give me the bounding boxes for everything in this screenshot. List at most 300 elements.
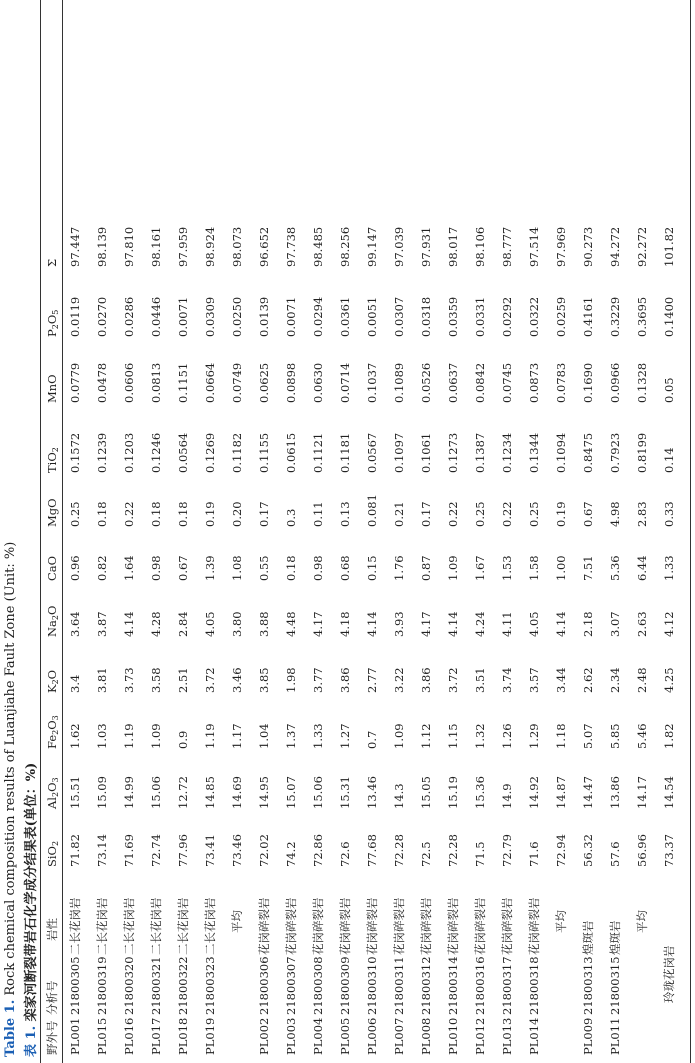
cell-sio2: 56.32: [581, 834, 595, 867]
cell-p2o5: 0.0309: [203, 296, 217, 337]
cell-cao: 0.55: [257, 555, 271, 581]
cell-sio2: 72.28: [446, 834, 460, 867]
cell-sum: 99.147: [365, 226, 379, 267]
cell-fe2o3: 1.17: [230, 723, 244, 749]
cell-sum: 97.738: [284, 226, 298, 267]
cell-sum: 98.139: [95, 226, 109, 267]
cell-al2o3: 14.9: [500, 783, 514, 809]
cell-tio2: 0.1246: [149, 432, 163, 473]
cell-lithology: 花岗碎裂岩: [500, 897, 514, 955]
cell-field-no: PL010: [446, 1017, 460, 1055]
cell-mgo: 0.25: [68, 501, 82, 527]
cell-analysis-no: 21800321: [149, 956, 163, 1015]
cell-sum: 98.485: [311, 226, 325, 267]
header-al2o3: [45, 777, 59, 809]
cell-field-no: PL007: [392, 1017, 406, 1055]
cell-mgo: 2.83: [635, 501, 649, 527]
cell-tio2: 0.1387: [473, 432, 487, 473]
cell-mno: 0.0625: [257, 362, 271, 403]
cell-na2o: 4.28: [149, 611, 163, 637]
cell-mno: 0.0606: [122, 362, 136, 403]
cell-sio2: 77.68: [365, 834, 379, 867]
cell-cao: 0.82: [95, 555, 109, 581]
caption-english-label: Table 1.: [3, 999, 18, 1057]
cell-tio2: 0.0564: [176, 432, 190, 473]
cell-mgo: 0.25: [527, 501, 541, 527]
header-k2o-part: 2: [51, 679, 60, 685]
cell-lithology: 二长花岗岩: [203, 897, 217, 955]
cell-field-no: PL004: [311, 1017, 325, 1055]
cell-p2o5: 0.0446: [149, 296, 163, 337]
cell-fe2o3: 5.07: [581, 723, 595, 749]
header-tio2: [45, 447, 59, 473]
cell-tio2: 0.1097: [392, 432, 406, 473]
average-label: 平均: [635, 910, 649, 933]
header-cao: [45, 556, 59, 581]
cell-al2o3: 15.36: [473, 776, 487, 809]
cell-cao: 0.67: [176, 555, 190, 581]
cell-mgo: 0.17: [257, 501, 271, 527]
cell-k2o: 3.46: [230, 667, 244, 693]
cell-mno: 0.0898: [284, 362, 298, 403]
cell-na2o: 4.24: [473, 611, 487, 637]
header-sum-part: Σ: [45, 258, 59, 267]
cell-lithology: 煌斑岩: [608, 920, 622, 955]
cell-field-no: PL003: [284, 1017, 298, 1055]
cell-al2o3: 15.05: [419, 776, 433, 809]
header-bottom-rule: [62, 0, 63, 1063]
cell-mno: 0.0779: [68, 362, 82, 403]
cell-al2o3: 13.46: [365, 776, 379, 809]
cell-sum: 98.924: [203, 226, 217, 267]
cell-mgo: 0.18: [149, 501, 163, 527]
cell-al2o3: 15.09: [95, 776, 109, 809]
table-top-rule: [40, 0, 41, 1063]
cell-tio2: 0.8475: [581, 432, 595, 473]
cell-al2o3: 15.31: [338, 776, 352, 809]
cell-al2o3: 14.69: [230, 776, 244, 809]
header-sio2: [45, 841, 59, 867]
cell-k2o: 3.57: [527, 667, 541, 693]
cell-al2o3: 14.54: [662, 776, 676, 809]
cell-analysis-no: 21800311: [392, 956, 406, 1015]
cell-p2o5: 0.0071: [176, 296, 190, 337]
cell-p2o5: 0.0259: [554, 296, 568, 337]
cell-al2o3: 15.51: [68, 776, 82, 809]
header-lithology: [45, 918, 59, 941]
cell-na2o: 3.93: [392, 611, 406, 637]
cell-mno: 0.0478: [95, 362, 109, 403]
cell-tio2: 0.1181: [338, 432, 352, 473]
cell-analysis-no: 21800322: [176, 956, 190, 1015]
cell-mgo: 0.13: [338, 501, 352, 527]
cell-mno: 0.0745: [500, 362, 514, 403]
header-mno-part: MnO: [45, 374, 59, 403]
cell-tio2: 0.1094: [554, 432, 568, 473]
cell-sio2: 72.79: [500, 834, 514, 867]
cell-fe2o3: 1.19: [203, 723, 217, 749]
cell-mgo: 4.98: [608, 501, 622, 527]
cell-lithology: 二长花岗岩: [149, 897, 163, 955]
header-p2o5-part: 5: [51, 309, 60, 315]
cell-fe2o3: 1.19: [122, 723, 136, 749]
cell-sum: 101.82: [662, 226, 676, 267]
cell-lithology: 二长花岗岩: [122, 897, 136, 955]
cell-cao: 0.68: [338, 555, 352, 581]
cell-al2o3: 14.87: [554, 776, 568, 809]
header-fe2o3-part: 2: [51, 729, 60, 735]
cell-p2o5: 0.0286: [122, 296, 136, 337]
cell-cao: 1.39: [203, 555, 217, 581]
header-p2o5: [45, 310, 59, 337]
cell-sum: 98.256: [338, 226, 352, 267]
cell-cao: 6.44: [635, 555, 649, 581]
cell-fe2o3: 1.12: [419, 723, 433, 749]
header-na2o-part: 2: [51, 614, 60, 621]
cell-sio2: 57.6: [608, 841, 622, 867]
cell-mgo: 0.20: [230, 501, 244, 527]
cell-cao: 1.33: [662, 555, 676, 581]
cell-tio2: 0.0567: [365, 432, 379, 473]
cell-sio2: 71.82: [68, 834, 82, 867]
cell-sum: 97.039: [392, 226, 406, 267]
cell-mgo: 0.19: [203, 501, 217, 527]
cell-cao: 1.00: [554, 555, 568, 581]
cell-na2o: 4.05: [527, 611, 541, 637]
cell-mgo: 0.22: [122, 501, 136, 527]
cell-p2o5: 0.0071: [284, 296, 298, 337]
cell-analysis-no: 21800307: [284, 956, 298, 1015]
cell-na2o: 4.17: [311, 611, 325, 637]
cell-na2o: 3.07: [608, 611, 622, 637]
cell-cao: 1.58: [527, 555, 541, 581]
cell-cao: 7.51: [581, 555, 595, 581]
cell-mno: 0.1690: [581, 362, 595, 403]
caption-chinese: [20, 763, 39, 1057]
cell-k2o: 3.4: [68, 674, 82, 693]
cell-fe2o3: 1.09: [392, 723, 406, 749]
cell-lithology: 花岗碎裂岩: [311, 897, 325, 955]
cell-mno: 0.0966: [608, 362, 622, 403]
cell-fe2o3: 1.27: [338, 723, 352, 749]
cell-al2o3: 14.99: [122, 776, 136, 809]
cell-na2o: 3.87: [95, 611, 109, 637]
cell-fe2o3: 1.37: [284, 723, 298, 749]
cell-k2o: 2.34: [608, 667, 622, 693]
cell-p2o5: 0.0270: [95, 296, 109, 337]
cell-sio2: 73.41: [203, 834, 217, 867]
cell-lithology: 花岗碎裂岩: [257, 897, 271, 955]
header-mgo: [45, 498, 59, 527]
cell-fe2o3: 1.26: [500, 723, 514, 749]
cell-p2o5: 0.0294: [311, 296, 325, 337]
cell-mno: 0.0664: [203, 362, 217, 403]
cell-k2o: 1.98: [284, 667, 298, 693]
cell-k2o: 3.22: [392, 667, 406, 693]
cell-k2o: 3.51: [473, 667, 487, 693]
cell-p2o5: 0.3229: [608, 296, 622, 337]
cell-al2o3: 14.3: [392, 783, 406, 809]
cell-tio2: 0.1121: [311, 432, 325, 473]
header-p2o5-part: 2: [51, 324, 60, 330]
cell-sum: 98.161: [149, 226, 163, 267]
cell-al2o3: 14.95: [257, 776, 271, 809]
header-fe2o3-part: Fe: [45, 734, 59, 749]
cell-tio2: 0.0615: [284, 432, 298, 473]
cell-k2o: 2.48: [635, 667, 649, 693]
cell-na2o: 4.05: [203, 611, 217, 637]
cell-field-no: PL009: [581, 1017, 595, 1055]
cell-sum: 98.017: [446, 226, 460, 267]
cell-tio2: 0.1203: [122, 432, 136, 473]
cell-analysis-no: 21800320: [122, 956, 136, 1015]
header-al2o3-part: 2: [51, 791, 60, 798]
cell-sio2: 71.69: [122, 834, 136, 867]
header-al2o3-part: 3: [51, 777, 60, 783]
cell-tio2: 0.1269: [203, 432, 217, 473]
cell-mno: 0.0526: [419, 362, 433, 403]
header-al2o3-part: Al: [45, 797, 59, 809]
cell-k2o: 3.72: [446, 667, 460, 693]
cell-cao: 1.53: [500, 555, 514, 581]
cell-fe2o3: 1.09: [149, 723, 163, 749]
cell-al2o3: 14.17: [635, 776, 649, 809]
cell-field-no: PL018: [176, 1017, 190, 1055]
cell-sio2: 73.37: [662, 834, 676, 867]
cell-p2o5: 0.0139: [257, 296, 271, 337]
cell-field-no: PL002: [257, 1017, 271, 1055]
cell-sio2: 72.28: [392, 834, 406, 867]
cell-analysis-no: 21800319: [95, 956, 109, 1015]
caption-english-text: Rock chemical composition results of Luanjiahe Fault Zone (Unit: %): [3, 541, 18, 996]
average-label: 平均: [230, 910, 244, 933]
header-tio2-part: 2: [51, 447, 60, 453]
cell-tio2: 0.7923: [608, 432, 622, 473]
cell-tio2: 0.1155: [257, 432, 271, 473]
cell-sum: 92.272: [635, 226, 649, 267]
cell-na2o: 3.88: [257, 611, 271, 637]
cell-fe2o3: 1.04: [257, 723, 271, 749]
cell-al2o3: 15.06: [311, 776, 325, 809]
cell-k2o: 3.85: [257, 667, 271, 693]
cell-p2o5: 0.0331: [473, 296, 487, 337]
cell-analysis-no: 21800318: [527, 956, 541, 1015]
cell-analysis-no: 21800313: [581, 956, 595, 1015]
cell-tio2: 0.1572: [68, 432, 82, 473]
cell-field-no: PL015: [95, 1017, 109, 1055]
cell-k2o: 3.72: [203, 667, 217, 693]
cell-na2o: 4.14: [122, 611, 136, 637]
header-k2o-part: K: [45, 684, 59, 693]
cell-fe2o3: 1.29: [527, 723, 541, 749]
header-mgo-part: MgO: [45, 498, 59, 527]
cell-fe2o3: 5.46: [635, 723, 649, 749]
cell-cao: 5.36: [608, 555, 622, 581]
cell-lithology: 花岗碎裂岩: [365, 897, 379, 955]
cell-k2o: 3.73: [122, 667, 136, 693]
cell-sum: 97.959: [176, 226, 190, 267]
cell-mgo: 0.33: [662, 501, 676, 527]
cell-sum: 97.810: [122, 226, 136, 267]
cell-k2o: 3.86: [419, 667, 433, 693]
header-tio2-part: TiO: [45, 452, 59, 473]
cell-k2o: 3.74: [500, 667, 514, 693]
cell-k2o: 2.77: [365, 667, 379, 693]
cell-p2o5: 0.0318: [419, 296, 433, 337]
cell-al2o3: 15.19: [446, 776, 460, 809]
cell-sio2: 73.46: [230, 834, 244, 867]
cell-analysis-no: 21800316: [473, 956, 487, 1015]
cell-al2o3: 14.47: [581, 776, 595, 809]
cell-lithology: 花岗碎裂岩: [446, 897, 460, 955]
cell-analysis-no: 21800323: [203, 956, 217, 1015]
cell-analysis-no: 21800314: [446, 956, 460, 1015]
cell-sum: 97.447: [68, 226, 82, 267]
cell-p2o5: 0.4161: [581, 296, 595, 337]
table-bottom-rule: [690, 0, 691, 1063]
cell-al2o3: 12.72: [176, 776, 190, 809]
cell-sio2: 73.14: [95, 834, 109, 867]
cell-fe2o3: 1.15: [446, 723, 460, 749]
cell-cao: 0.98: [149, 555, 163, 581]
cell-na2o: 2.63: [635, 611, 649, 637]
cell-fe2o3: 0.7: [365, 730, 379, 749]
cell-lithology: 花岗碎裂岩: [284, 897, 298, 955]
cell-tio2: 0.8199: [635, 432, 649, 473]
cell-tio2: 0.1273: [446, 432, 460, 473]
header-lithology-part: 岩性: [45, 918, 59, 941]
cell-p2o5: 0.0250: [230, 296, 244, 337]
header-cao-part: CaO: [45, 555, 59, 581]
cell-lithology: 花岗碎裂岩: [527, 897, 541, 955]
cell-mgo: 0.18: [176, 501, 190, 527]
cell-cao: 1.09: [446, 555, 460, 581]
cell-sio2: 74.2: [284, 841, 298, 867]
cell-p2o5: 0.0292: [500, 296, 514, 337]
cell-lithology: 二长花岗岩: [68, 897, 82, 955]
cell-sum: 97.931: [419, 226, 433, 267]
cell-k2o: 3.58: [149, 667, 163, 693]
cell-mno: 0.0783: [554, 362, 568, 403]
cell-analysis-no: 21800305: [68, 956, 82, 1015]
header-field-no-part: 野外号: [45, 1020, 59, 1055]
cell-tio2: 0.1061: [419, 432, 433, 473]
cell-al2o3: 14.85: [203, 776, 217, 809]
cell-na2o: 3.80: [230, 611, 244, 637]
cell-mgo: 0.25: [473, 501, 487, 527]
cell-cao: 1.67: [473, 555, 487, 581]
cell-na2o: 4.12: [662, 611, 676, 637]
header-field-no: [45, 1021, 59, 1056]
cell-cao: 0.96: [68, 555, 82, 581]
header-k2o: [45, 670, 59, 693]
cell-analysis-no: 21800308: [311, 956, 325, 1015]
cell-mgo: 0.11: [311, 501, 325, 527]
header-fe2o3: [45, 715, 59, 749]
header-al2o3-part: O: [45, 782, 59, 792]
cell-mno: 0.1089: [392, 362, 406, 403]
cell-p2o5: 0.3695: [635, 296, 649, 337]
cell-mgo: 0.67: [581, 501, 595, 527]
cell-p2o5: 0.0119: [68, 296, 82, 337]
cell-fe2o3: 1.33: [311, 723, 325, 749]
cell-tio2: 0.1344: [527, 432, 541, 473]
cell-na2o: 3.64: [68, 611, 82, 637]
cell-p2o5: 0.0307: [392, 296, 406, 337]
cell-tio2: 0.1239: [95, 432, 109, 473]
cell-na2o: 4.48: [284, 611, 298, 637]
cell-lithology: 花岗碎裂岩: [338, 897, 352, 955]
cell-tio2: 0.1234: [500, 432, 514, 473]
header-analysis-no-part: 分析号: [45, 980, 59, 1015]
header-p2o5-part: P: [45, 329, 59, 337]
cell-analysis-no: 21800315: [608, 956, 622, 1015]
cell-na2o: 4.17: [419, 611, 433, 637]
cell-cao: 0.15: [365, 555, 379, 581]
cell-cao: 1.08: [230, 555, 244, 581]
cell-fe2o3: 1.62: [68, 723, 82, 749]
cell-field-no: PL013: [500, 1017, 514, 1055]
cell-sio2: 77.96: [176, 834, 190, 867]
header-na2o-part: O: [45, 605, 59, 615]
cell-mgo: 0.18: [95, 501, 109, 527]
cell-lithology: 二长花岗岩: [176, 897, 190, 955]
cell-fe2o3: 0.9: [176, 730, 190, 749]
cell-mno: 0.0714: [338, 362, 352, 403]
cell-sio2: 72.5: [419, 841, 433, 867]
cell-k2o: 2.51: [176, 667, 190, 693]
header-fe2o3-part: 3: [51, 715, 60, 721]
cell-sum: 90.273: [581, 226, 595, 267]
cell-sio2: 56.96: [635, 834, 649, 867]
cell-cao: 1.64: [122, 555, 136, 581]
cell-sio2: 71.5: [473, 841, 487, 867]
header-mno: [45, 374, 59, 403]
cell-al2o3: 14.92: [527, 776, 541, 809]
caption-english: [3, 542, 18, 1057]
cell-analysis-no: 21800312: [419, 956, 433, 1015]
cell-p2o5: 0.0322: [527, 296, 541, 337]
cell-k2o: 3.44: [554, 667, 568, 693]
cell-mno: 0.1151: [176, 362, 190, 403]
cell-na2o: 4.11: [500, 611, 514, 637]
cell-k2o: 4.25: [662, 667, 676, 693]
cell-k2o: 3.77: [311, 667, 325, 693]
cell-k2o: 2.62: [581, 667, 595, 693]
header-k2o-part: O: [45, 669, 59, 680]
cell-sum: 96.652: [257, 226, 271, 267]
cell-field-no: PL016: [122, 1017, 136, 1055]
cell-na2o: 4.14: [446, 611, 460, 637]
cell-na2o: 4.14: [554, 611, 568, 637]
cell-sio2: 72.94: [554, 834, 568, 867]
cell-cao: 0.98: [311, 555, 325, 581]
header-sum: [45, 259, 59, 267]
cell-analysis-no: 21800306: [257, 956, 271, 1015]
cell-analysis-no: 21800309: [338, 956, 352, 1015]
cell-mno: 0.1328: [635, 362, 649, 403]
cell-k2o: 3.81: [95, 667, 109, 693]
cell-p2o5: 0.0051: [365, 296, 379, 337]
cell-mgo: 0.22: [500, 501, 514, 527]
cell-mno: 0.05: [662, 377, 676, 403]
cell-al2o3: 15.07: [284, 776, 298, 809]
caption-chinese-text: 栾家河断裂带岩石化学成分结果表(单位：%): [24, 762, 39, 1022]
cell-field-no: PL001: [68, 1017, 82, 1055]
cell-sum: 98.073: [230, 226, 244, 267]
cell-field-no: PL012: [473, 1017, 487, 1055]
cell-p2o5: 0.0359: [446, 296, 460, 337]
